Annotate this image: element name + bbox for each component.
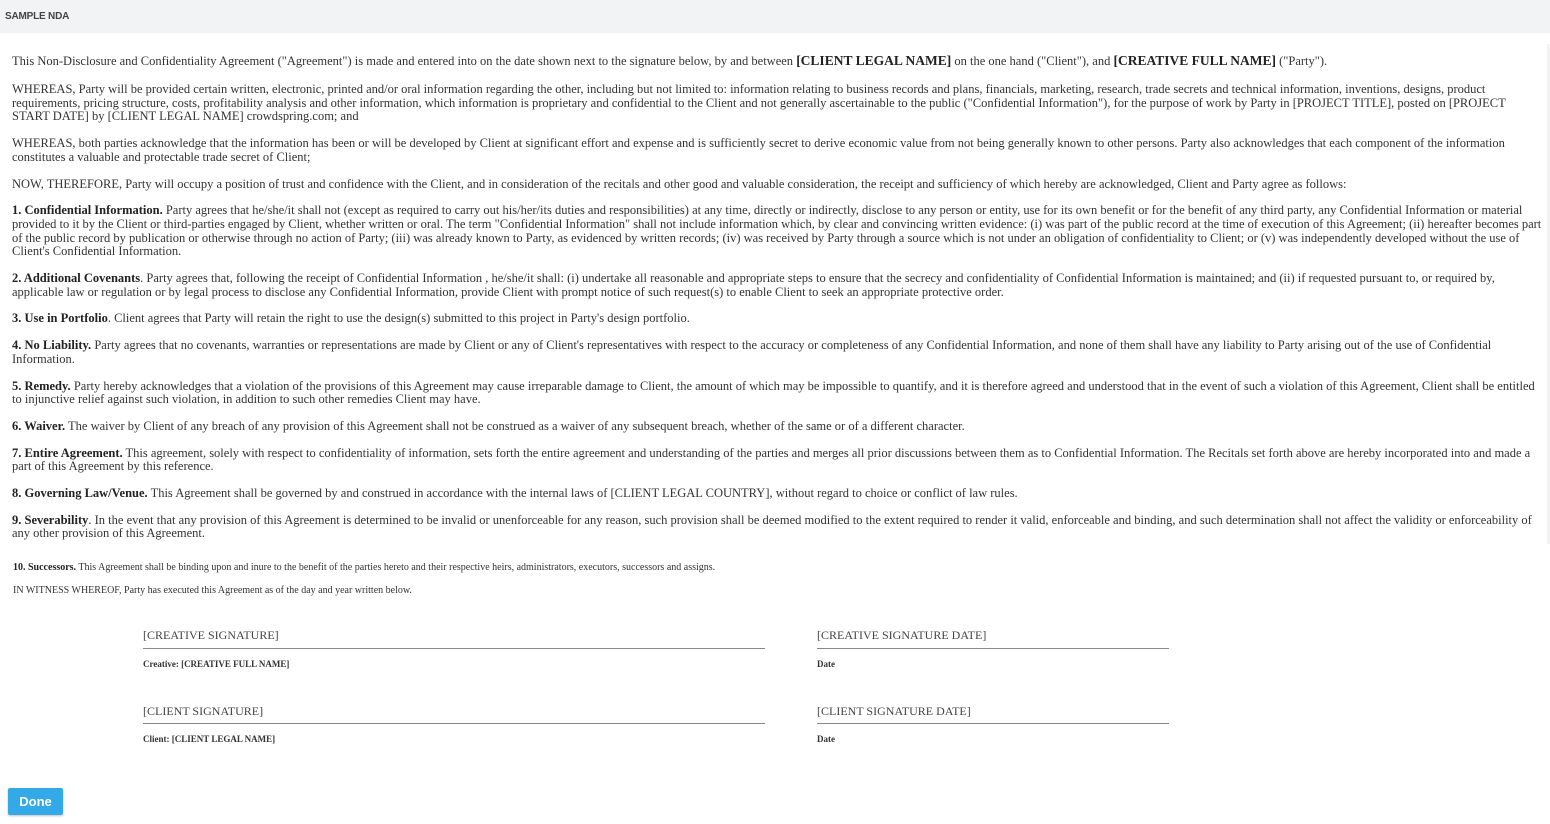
clause-governing-law [12, 487, 1542, 501]
clause-text: Party agrees that he/she/it shall not (except as required to carry out his/her/its duties and responsibilities) at any time, directly or indirectly, disclose to any person or entity, use for its own benefit or for the benefit of any third party, any Confidential Information or material provided to it by the Client or third-parties engaged by Client, whether written or oral. The term "Confidential Information" shall not include information which, by clear and convincing written evidence: (i) was part of the public record at the time of execution of this Agreement; (ii) hereafter becomes part of the public record by publication or otherwise through no action of Party; (iii) was already known to Party, as evidenced by written records; (iv) was received by Party through a source which is not under an obligation of confidentiality to Client; or (v) was independently developed without the use of Client's Confidential Information. [12, 203, 1542, 259]
creative-date-field[interactable]: [CREATIVE SIGNATURE DATE] [817, 628, 987, 642]
document-body [12, 44, 1542, 544]
clause-heading: 7. Entire Agreement. [12, 445, 123, 460]
clause-heading: 10. Successors. [13, 562, 77, 573]
clause-heading: 9. Severability [12, 512, 89, 527]
clause-entire-agreement [12, 447, 1542, 474]
intro-text-1: This Non-Disclosure and Confidentiality Agreement ("Agreement") is made and entered into on the date shown next to the signature below, by and between [12, 54, 797, 68]
clause-heading: 3. Use in Portfolio [12, 311, 108, 326]
clause-no-liability [12, 339, 1542, 366]
clause-text: Party hereby acknowledges that a violation of the provisions of this Agreement may cause irreparable damage to Client, the amount of which may be impossible to quantify, and it is therefore agreed and understood that in the event of such a violation of this Agreement, Client shall be entitled to injunctive relief against such violation, in addition to such other remedies Client may have. [12, 378, 1535, 407]
clause-heading: 4. No Liability. [12, 338, 92, 353]
signature-line [143, 723, 765, 724]
signature-line [817, 723, 1169, 724]
intro-creative-name: [CREATIVE FULL NAME] [1113, 53, 1276, 68]
clause-heading: 5. Remedy. [12, 378, 71, 393]
clause-text: . Client agrees that Party will retain the right to use the design(s) submitted to this project in Party's design portfolio. [107, 311, 690, 326]
clause-heading: 2. Additional Covenants [12, 271, 141, 286]
clause-text: This Agreement shall be binding upon and inure to the benefit of the parties hereto and their respective heirs, administrators, executors, successors and assigns. [76, 562, 716, 573]
intro-paragraph [12, 53, 1542, 69]
clause-severability [12, 514, 1542, 541]
client-name-caption: Client: [CLIENT LEGAL NAME] [143, 734, 276, 744]
witness-statement: IN WITNESS WHEREOF, Party has executed this Agreement as of the day and year written below. [13, 585, 412, 596]
clause-text: . In the event that any provision of this Agreement is determined to be invalid or unenforceable for any reason, such provision shall be deemed modified to the extent required to render it valid, enforceable and binding, and such determination shall not affect the validity or enforceability of any other provision of this Agreement. [12, 512, 1532, 541]
header-bar [0, 0, 1550, 33]
clause-remedy [12, 380, 1542, 407]
signature-line [817, 648, 1169, 649]
clause-waiver [12, 420, 1542, 434]
client-date-caption: Date [817, 734, 835, 744]
intro-client-name: [CLIENT LEGAL NAME] [796, 53, 952, 68]
whereas-paragraph-2: WHEREAS, both parties acknowledge that the information has been or will be developed by Client at significant effort and expense and is sufficiently secret to derive economic value from not being generally known to other persons. Party also acknowledges that each component of the information constitutes a valuable and protectable trade secret of Client; [12, 136, 1505, 164]
clause-additional-covenants [12, 272, 1542, 299]
clause-heading: 6. Waiver. [12, 418, 66, 433]
whereas-paragraph-1: WHEREAS, Party will be provided certain written, electronic, printed and/or oral information regarding the other, including but not limited to: information relating to business records and plans, financials, marketing, research, trade secrets and technical information, inventions, designs, product requirements, pricing structure, costs, profitability analysis and other information, which information is proprietary and confidential to the Client and not generally ascertainable to the public ("Confidential Information"), for the purpose of work by Party in [PROJECT TITLE], posted on [PROJECT START DATE] by [CLIENT LEGAL NAME] crowdspring.com; and [12, 82, 1506, 124]
clause-use-in-portfolio [12, 312, 1542, 326]
intro-text-2: on the one hand ("Client"), and [951, 54, 1114, 68]
now-therefore-paragraph: NOW, THEREFORE, Party will occupy a position of trust and confidence with the Client, and in consideration of the recitals and other good and valuable consideration, the receipt and sufficiency of which hereby are acknowledged, Client and Party agree as follows: [12, 176, 1347, 191]
clause-heading: 1. Confidential Information. [12, 203, 163, 218]
clause-text: Party agrees that no covenants, warranties or representations are made by Client or any of Client's representatives with respect to the accuracy or completeness of any Confidential Information, and none of them shall have any liability to Party arising out of the use of Confidential Information. [12, 338, 1492, 366]
creative-name-caption: Creative: [CREATIVE FULL NAME] [143, 659, 290, 669]
signature-line [143, 648, 765, 649]
client-signature-field[interactable]: [CLIENT SIGNATURE] [143, 704, 264, 718]
intro-text-3: ("Party"). [1275, 54, 1328, 68]
clause-text: . Party agrees that, following the receipt of Confidential Information , he/she/it shall: (i) undertake all reasonable and appropriate steps to ensure that the secrecy and confidentiality of Confidential Information is maintained; and (ii) if requested pursuant to, or required by, applicable law or regulation or by legal process to disclose any Confidential Information, provide Client with prompt notice of such request(s) to enable Client to seek an appropriate protective order. [12, 271, 1495, 299]
done-button[interactable]: Done [8, 788, 63, 815]
creative-signature-field[interactable]: [CREATIVE SIGNATURE] [143, 628, 279, 642]
clause-text: This agreement, solely with respect to confidentiality of information, sets forth the entire agreement and understanding of the parties and merges all prior discussions between them as to Confidential Information. The Recitals set forth above are hereby incorporated into and made a part of this Agreement by this reference. [12, 445, 1531, 474]
page-title: SAMPLE NDA [5, 11, 70, 22]
client-date-field[interactable]: [CLIENT SIGNATURE DATE] [817, 704, 971, 718]
clause-confidential-information [12, 204, 1542, 259]
document-scroll-area[interactable] [0, 44, 1547, 544]
creative-date-caption: Date [817, 659, 835, 669]
successors-clause [13, 562, 1113, 573]
clause-heading: 8. Governing Law/Venue. [12, 486, 148, 501]
clause-text: This Agreement shall be governed by and construed in accordance with the internal laws of [CLIENT LEGAL COUNTRY], without regard to choice or conflict of law rules. [147, 486, 1018, 501]
clause-text: The waiver by Client of any breach of any provision of this Agreement shall not be construed as a waiver of any subsequent breach, whether of the same or of a different character. [65, 418, 965, 433]
